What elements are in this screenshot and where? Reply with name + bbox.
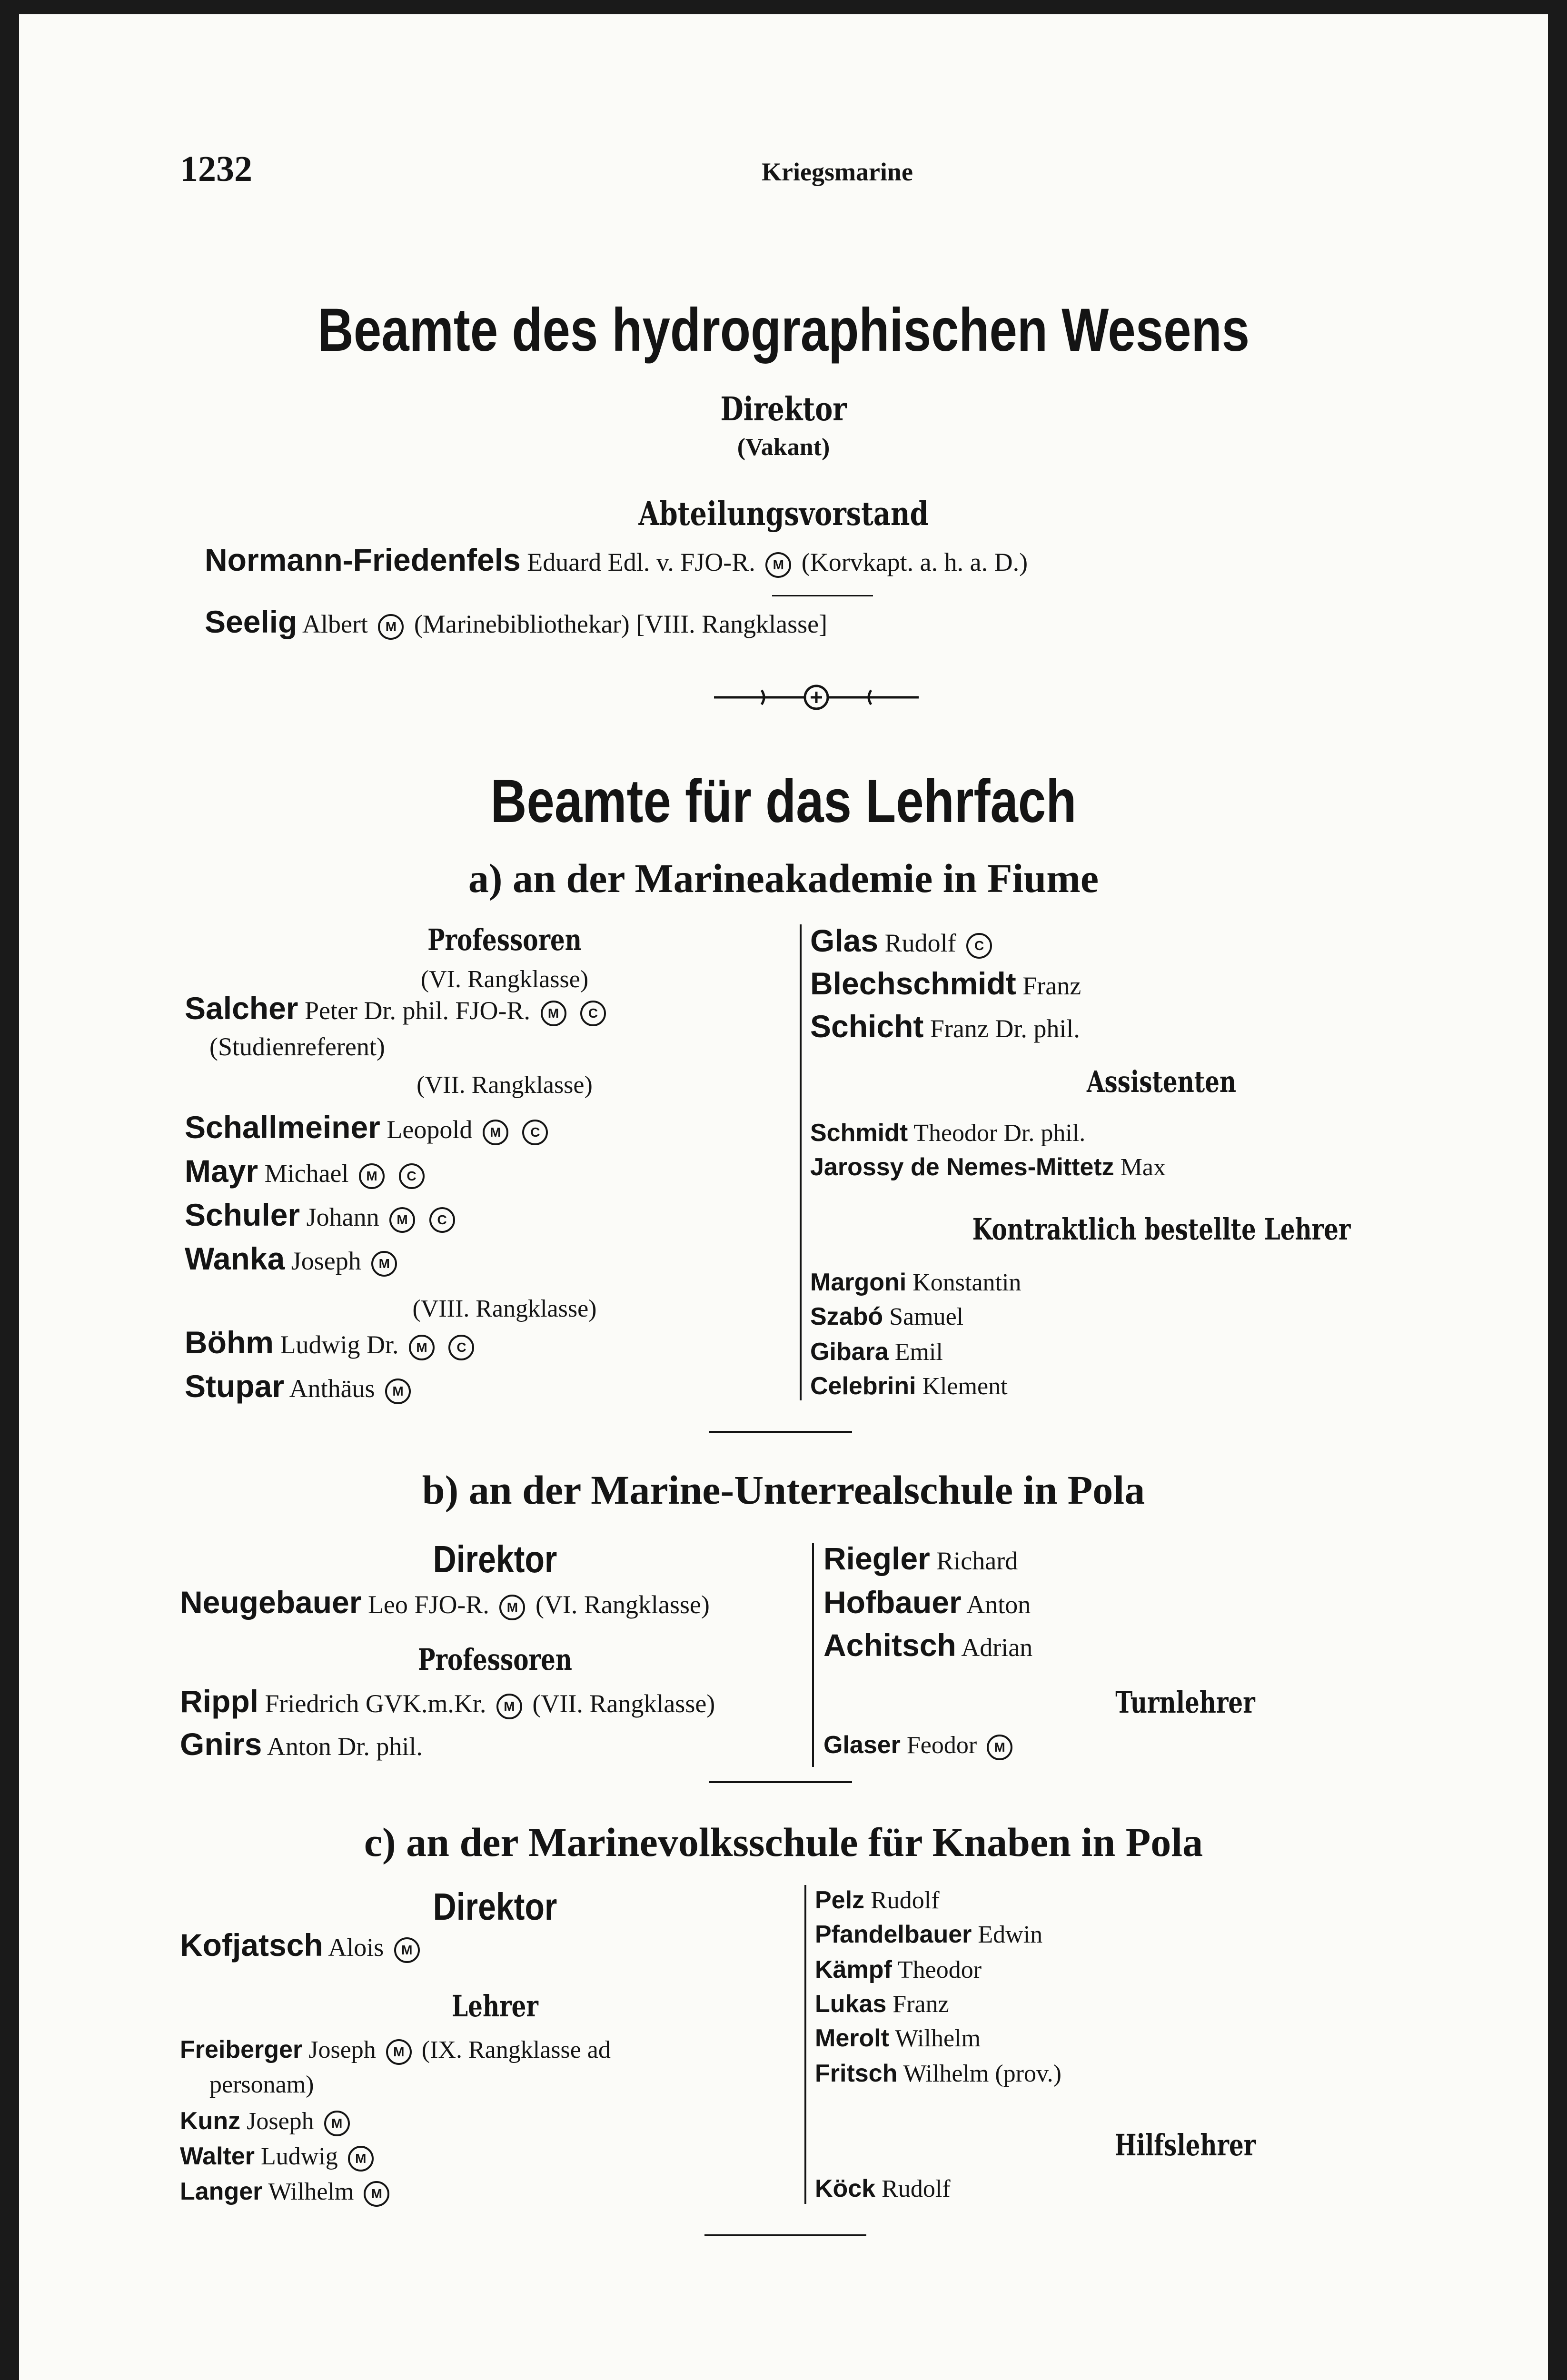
surname: Merolt	[815, 2024, 889, 2052]
c-entry-fritsch	[815, 2059, 1061, 2088]
document-page	[19, 14, 1548, 2380]
section-c-heading: c) an der Marinevolksschule für Knaben in Pola	[364, 1819, 1203, 1865]
given-name: Edwin	[978, 1921, 1043, 1948]
surname: Kämpf	[815, 1956, 892, 1983]
column-divider	[804, 1885, 806, 2204]
c-badge-icon: C	[522, 1120, 548, 1145]
c-badge-icon: C	[966, 933, 992, 959]
a-rank-6: (VI. Rangklasse)	[420, 966, 589, 993]
a-assistants-heading: Assistenten	[1086, 1064, 1237, 1099]
b-entry-gnirs	[180, 1726, 423, 1762]
b-entry-achitsch	[823, 1627, 1032, 1663]
surname: Blechschmidt	[810, 966, 1016, 1001]
surname: Kofjatsch	[180, 1927, 323, 1963]
c-badge-icon: C	[429, 1207, 455, 1233]
given-name: Ludwig Dr.	[280, 1330, 399, 1359]
m-badge-icon: M	[348, 2146, 374, 2172]
m-badge-icon: M	[359, 1163, 385, 1189]
surname: Normann-Friedenfels	[205, 542, 521, 577]
note: (Marinebibliothekar) [VIII. Rangklasse]	[414, 610, 828, 638]
given-name: Johann	[306, 1203, 379, 1231]
surname: Pfandelbauer	[815, 1921, 972, 1948]
c-aux-heading: Hilfslehrer	[1114, 2128, 1256, 2162]
surname: Köck	[815, 2175, 876, 2202]
surname: Schallmeiner	[185, 1110, 380, 1145]
note: (VII. Rangklasse)	[532, 1689, 715, 1718]
surname: Fritsch	[815, 2060, 898, 2087]
a-entry-stupar	[185, 1368, 415, 1404]
surname: Schmidt	[810, 1119, 908, 1147]
c-director-heading: Direktor	[433, 1885, 557, 1928]
m-badge-icon: M	[378, 614, 404, 640]
ornament-divider-icon	[714, 681, 919, 714]
c-entry-kofjatsch	[180, 1927, 424, 1963]
given-name: Rudolf	[884, 929, 956, 957]
running-title: Kriegsmarine	[762, 158, 913, 186]
a-rank-8: (VIII. Rangklasse)	[412, 1295, 597, 1322]
m-badge-icon: M	[541, 1001, 566, 1026]
a-professors-heading: Professoren	[427, 922, 582, 957]
b-professors-heading: Professoren	[418, 1642, 572, 1677]
note: (Korvkapt. a. h. a. D.)	[801, 548, 1028, 576]
lehr-title: Beamte für das Lehrfach	[490, 767, 1077, 835]
page-number: 1232	[180, 149, 252, 189]
m-badge-icon: M	[483, 1120, 508, 1145]
c-badge-icon: C	[580, 1001, 606, 1026]
given-name: Max	[1120, 1154, 1166, 1181]
given-name: Alois	[328, 1933, 384, 1962]
given-name: Wilhelm	[903, 2060, 989, 2087]
m-badge-icon: M	[324, 2111, 350, 2136]
c-entry-walter	[180, 2142, 377, 2172]
a-entry-celebrini	[810, 1372, 1008, 1400]
column-divider	[812, 1543, 814, 1767]
c-badge-icon: C	[448, 1335, 474, 1360]
c-badge-icon: C	[399, 1163, 425, 1189]
a-rank-7: (VII. Rangklasse)	[417, 1071, 593, 1099]
given-name: Ludwig	[261, 2143, 338, 2170]
hydro-director-heading: Direktor	[720, 390, 847, 428]
a-entry-salcher	[185, 990, 610, 1026]
m-badge-icon: M	[409, 1335, 435, 1360]
surname: Walter	[180, 2142, 255, 2170]
hydro-title: Beamte des hydrographischen Wesens	[317, 296, 1250, 364]
c-teachers-heading: Lehrer	[452, 1989, 538, 2023]
given-name: Eduard Edl. v. FJO-R.	[527, 548, 755, 576]
hydro-director-value: (Vakant)	[737, 434, 830, 461]
c-entry-merolt	[815, 2024, 981, 2053]
a-entry-jarossy	[810, 1153, 1166, 1181]
a-entry-schmidt	[810, 1119, 1085, 1147]
given-name: Rudolf	[882, 2175, 951, 2202]
given-name: Emil	[894, 1339, 943, 1366]
given-name: Joseph	[247, 2108, 314, 2135]
given-name: Feodor	[906, 1732, 977, 1759]
given-name: Michael	[264, 1159, 349, 1188]
column-divider	[800, 924, 802, 1400]
given-name: Franz	[893, 1991, 949, 2018]
b-entry-glaser	[823, 1731, 1016, 1760]
surname: Margoni	[810, 1269, 907, 1296]
given-name: Richard	[936, 1547, 1018, 1575]
given-name: Joseph	[308, 2036, 376, 2063]
m-badge-icon: M	[765, 552, 791, 578]
surname: Kunz	[180, 2107, 241, 2135]
m-badge-icon: M	[394, 1937, 420, 1963]
c-entry-kaempf	[815, 1955, 982, 1984]
b-entry-hofbauer	[823, 1584, 1031, 1620]
a-entry-boehm	[185, 1324, 478, 1360]
given-name: Friedrich GVK.m.Kr.	[265, 1689, 486, 1718]
a-contract-heading: Kontraktlich bestellte Lehrer	[972, 1212, 1351, 1247]
hydro-dept-heading: Abteilungsvorstand	[638, 495, 929, 533]
c-freiberger-note: personam)	[209, 2071, 314, 2098]
m-badge-icon: M	[371, 1251, 397, 1277]
a-entry-mayr	[185, 1153, 428, 1189]
a-entry-gibara	[810, 1338, 943, 1366]
given-name: Klement	[922, 1373, 1008, 1400]
given-name: Peter Dr. phil. FJO-R.	[304, 996, 530, 1025]
surname: Celebrini	[810, 1372, 916, 1400]
given-name: Theodor	[897, 1956, 982, 1983]
m-badge-icon: M	[499, 1595, 525, 1620]
c-entry-lukas	[815, 1990, 949, 2018]
section-b-heading: b) an der Marine-Unterrealschule in Pola	[422, 1467, 1145, 1513]
surname: Stupar	[185, 1368, 285, 1404]
separator-b	[709, 1781, 852, 1783]
surname: Achitsch	[823, 1627, 956, 1663]
given-name: Rudolf	[871, 1887, 940, 1914]
surname: Szabó	[810, 1303, 883, 1330]
section-a-heading: a) an der Marineakademie in Fiume	[468, 855, 1099, 901]
given-name: Joseph	[291, 1247, 361, 1275]
given-name: Franz Dr. phil.	[930, 1014, 1080, 1043]
note: (IX. Rangklasse ad	[421, 2036, 611, 2063]
surname: Neugebauer	[180, 1585, 362, 1620]
surname: Schuler	[185, 1197, 300, 1232]
m-badge-icon: M	[364, 2181, 389, 2207]
surname: Glas	[810, 923, 879, 958]
surname: Jarossy de Nemes-Mittetz	[810, 1153, 1114, 1181]
c-entry-pfandelbauer	[815, 1920, 1042, 1949]
surname: Seelig	[205, 604, 298, 639]
note: (VI. Rangklasse)	[535, 1590, 710, 1619]
surname: Schicht	[810, 1009, 924, 1044]
m-badge-icon: M	[386, 2039, 412, 2065]
surname: Gnirs	[180, 1726, 262, 1762]
given-name: Anton Dr. phil.	[267, 1732, 423, 1761]
a-salcher-note: (Studienreferent)	[209, 1032, 385, 1061]
surname: Langer	[180, 2178, 263, 2205]
given-name: Wilhelm	[895, 2025, 981, 2052]
given-name: Wilhelm	[268, 2178, 354, 2205]
a-entry-schallmeiner	[185, 1109, 552, 1145]
b-entry-rippl	[180, 1683, 715, 1719]
given-name: Samuel	[889, 1303, 964, 1330]
given-name: Konstantin	[912, 1269, 1022, 1296]
b-entry-neugebauer	[180, 1584, 710, 1620]
b-director-heading: Direktor	[433, 1538, 557, 1580]
surname: Mayr	[185, 1153, 258, 1189]
c-entry-pelz	[815, 1886, 940, 1914]
separator-c	[704, 2234, 866, 2236]
hydro-entry-seelig	[205, 604, 827, 640]
b-entry-riegler	[823, 1540, 1018, 1577]
a-entry-margoni	[810, 1268, 1021, 1297]
a-entry-wanka	[185, 1240, 401, 1277]
a-entry-schicht	[810, 1008, 1080, 1044]
given-name: Franz	[1022, 972, 1081, 1000]
c-entry-freiberger	[180, 2035, 611, 2065]
separator-a	[709, 1431, 852, 1433]
surname: Riegler	[823, 1541, 930, 1576]
surname: Pelz	[815, 1886, 865, 1914]
m-badge-icon: M	[385, 1378, 411, 1404]
separator-short	[772, 595, 873, 596]
hydro-entry-normann	[205, 542, 1028, 578]
given-name: Adrian	[961, 1633, 1033, 1662]
surname: Böhm	[185, 1325, 274, 1360]
note: (prov.)	[995, 2060, 1061, 2087]
given-name: Leo FJO-R.	[367, 1590, 489, 1619]
surname: Lukas	[815, 1990, 887, 2018]
surname: Wanka	[185, 1241, 285, 1276]
surname: Rippl	[180, 1684, 258, 1719]
given-name: Anton	[966, 1590, 1031, 1619]
a-entry-szabo	[810, 1302, 963, 1331]
given-name: Theodor Dr. phil.	[913, 1120, 1086, 1147]
m-badge-icon: M	[496, 1694, 522, 1719]
b-turn-heading: Turnlehrer	[1115, 1685, 1255, 1720]
surname: Hofbauer	[823, 1585, 962, 1620]
c-entry-koeck	[815, 2174, 951, 2203]
surname: Glaser	[823, 1731, 901, 1759]
surname: Freiberger	[180, 2036, 303, 2063]
surname: Gibara	[810, 1338, 889, 1366]
given-name: Anthäus	[289, 1374, 375, 1403]
c-entry-kunz	[180, 2107, 354, 2136]
a-entry-glas	[810, 922, 996, 959]
given-name: Albert	[302, 610, 368, 638]
a-entry-schuler	[185, 1197, 459, 1233]
m-badge-icon: M	[987, 1735, 1012, 1760]
c-entry-langer	[180, 2177, 393, 2207]
surname: Salcher	[185, 991, 298, 1026]
a-entry-blechschmidt	[810, 965, 1081, 1002]
given-name: Leopold	[387, 1115, 473, 1144]
m-badge-icon: M	[389, 1207, 415, 1233]
